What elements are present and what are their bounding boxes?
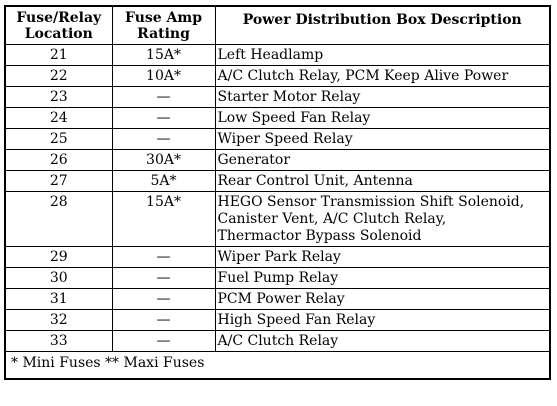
table-row — [5, 191, 550, 246]
table-row — [5, 107, 550, 128]
table-row — [5, 128, 550, 149]
description-line: Left Headlamp — [217, 46, 324, 63]
fuse-location-cell: 29 — [5, 246, 112, 267]
description-cell — [215, 267, 550, 288]
table-body — [5, 44, 550, 351]
fuse-rating-cell: — — [112, 267, 215, 288]
description-cell — [215, 309, 550, 330]
table-row — [5, 309, 550, 330]
fuse-rating-cell: — — [112, 288, 215, 309]
footnote: * Mini Fuses ** Maxi Fuses — [5, 351, 550, 379]
fuse-rating-cell: 15A* — [112, 44, 215, 65]
description-cell — [215, 86, 550, 107]
fuse-rating-cell: — — [112, 309, 215, 330]
fuse-location-cell: 27 — [5, 170, 112, 191]
fuse-rating-cell: — — [112, 128, 215, 149]
description-cell — [215, 288, 550, 309]
fuse-location-cell: 26 — [5, 149, 112, 170]
fuse-location-cell: 28 — [5, 191, 112, 246]
fuse-location-cell: 24 — [5, 107, 112, 128]
description-cell — [215, 170, 550, 191]
table-row — [5, 267, 550, 288]
fuse-location-cell: 22 — [5, 65, 112, 86]
description-line: A/C Clutch Relay — [217, 332, 339, 349]
table-row — [5, 86, 550, 107]
description-line: Rear Control Unit, Antenna — [217, 172, 413, 189]
description-cell — [215, 128, 550, 149]
fuse-location-cell: 23 — [5, 86, 112, 107]
fuse-location-cell: 31 — [5, 288, 112, 309]
header-location-line-2: Location — [24, 26, 93, 42]
description-cell — [215, 107, 550, 128]
description-line: Wiper Speed Relay — [217, 130, 353, 147]
header-row — [5, 6, 550, 44]
fuse-location-cell: 21 — [5, 44, 112, 65]
header-rating — [112, 6, 215, 44]
header-rating-line-2: Rating — [137, 26, 190, 42]
description-cell — [215, 330, 550, 351]
description-cell — [215, 44, 550, 65]
fuse-rating-cell: 5A* — [112, 170, 215, 191]
description-cell — [215, 191, 550, 246]
fuse-rating-cell: — — [112, 107, 215, 128]
fuse-location-cell: 33 — [5, 330, 112, 351]
table-row — [5, 330, 550, 351]
table-row — [5, 246, 550, 267]
fuse-location-cell: 30 — [5, 267, 112, 288]
description-line: Fuel Pump Relay — [217, 269, 339, 286]
table-header — [5, 6, 550, 44]
description-line: A/C Clutch Relay, PCM Keep Alive Power — [217, 67, 509, 84]
table-row — [5, 44, 550, 65]
fuse-rating-cell: 15A* — [112, 191, 215, 246]
description-line: Canister Vent, A/C Clutch Relay, — [217, 210, 447, 227]
table-row — [5, 170, 550, 191]
description-cell — [215, 149, 550, 170]
fuse-location-cell: 32 — [5, 309, 112, 330]
fuse-rating-cell: — — [112, 246, 215, 267]
table-footer — [5, 351, 550, 379]
description-line: Low Speed Fan Relay — [217, 109, 371, 126]
description-cell — [215, 65, 550, 86]
footnote-row — [5, 351, 550, 379]
fuse-rating-cell: — — [112, 330, 215, 351]
header-location — [5, 6, 112, 44]
fuse-relay-table — [4, 5, 551, 380]
description-line: Thermactor Bypass Solenoid — [217, 227, 422, 244]
description-line: High Speed Fan Relay — [217, 311, 376, 328]
header-description: Power Distribution Box Description — [215, 6, 550, 44]
header-rating-line-1: Fuse Amp — [125, 10, 202, 26]
fuse-rating-cell: — — [112, 86, 215, 107]
table-row — [5, 149, 550, 170]
description-line: PCM Power Relay — [217, 290, 345, 307]
description-line: Wiper Park Relay — [217, 248, 341, 265]
fuse-rating-cell: 10A* — [112, 65, 215, 86]
fuse-location-cell: 25 — [5, 128, 112, 149]
description-line: Generator — [217, 151, 291, 168]
table-row — [5, 288, 550, 309]
header-location-line-1: Fuse/Relay — [16, 10, 102, 26]
table-row — [5, 65, 550, 86]
fuse-rating-cell: 30A* — [112, 149, 215, 170]
description-line: HEGO Sensor Transmission Shift Solenoid, — [217, 193, 525, 210]
description-cell — [215, 246, 550, 267]
description-line: Starter Motor Relay — [217, 88, 361, 105]
